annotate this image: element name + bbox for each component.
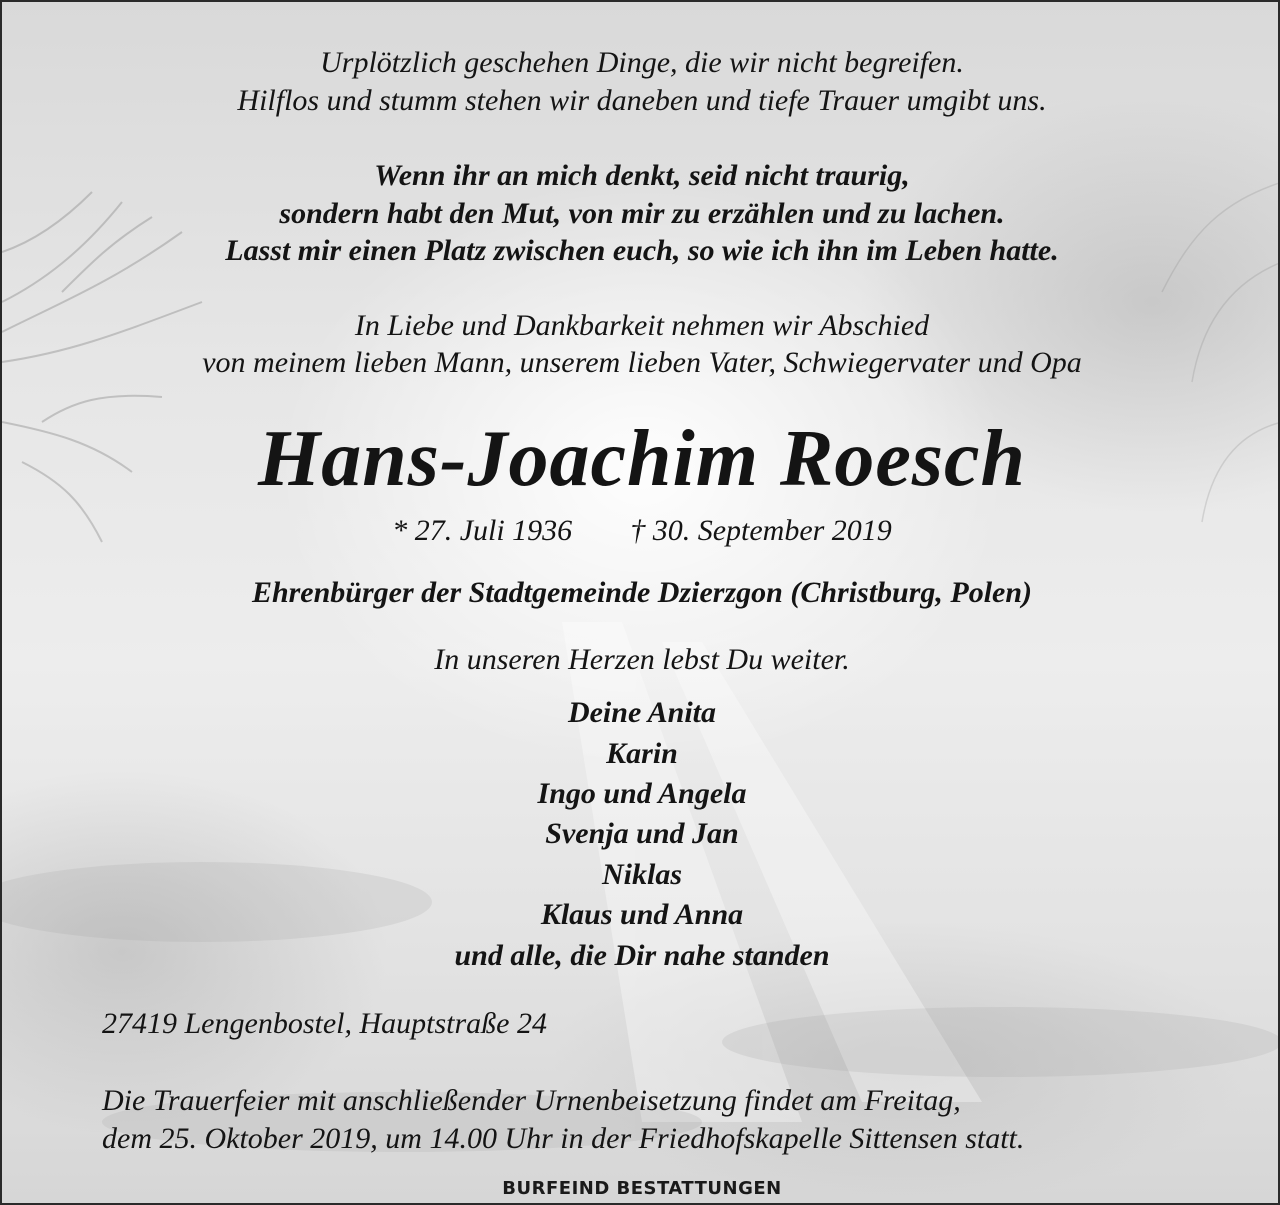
mourner-name: Svenja und Jan [545, 817, 739, 850]
family-address: 27419 Lengenbostel, Hauptstraße 24 [102, 1007, 547, 1040]
mourner-name: Niklas [601, 858, 682, 891]
life-dates [2, 514, 1280, 548]
closing-line: In unseren Herzen lebst Du weiter. [434, 643, 850, 676]
mourner-name: Deine Anita [567, 696, 717, 729]
death-date: † 30. September 2019 [630, 514, 892, 547]
funeral-home-logo: BURFEIND BESTATTUNGEN [502, 1178, 782, 1199]
deceased-name: Hans-Joachim Roesch [258, 415, 1026, 503]
birth-date: * 27. Juli 1936 [392, 514, 573, 547]
verse-line-1: Urplötzlich geschehen Dinge, die wir nicht begreifen. [320, 46, 964, 79]
mourner-name: Klaus und Anna [540, 898, 744, 931]
honorary-title: Ehrenbürger der Stadtgemeinde Dzierzgon (Christburg, Polen) [251, 576, 1033, 609]
mourner-name: Ingo und Angela [537, 777, 747, 810]
quote-line-3: Lasst mir einen Platz zwischen euch, so wie ich ihn im Leben hatte. [225, 234, 1059, 267]
ceremony-line-1: Die Trauerfeier mit anschließender Urnenbeisetzung findet am Freitag, [102, 1084, 961, 1117]
ceremony-line-2: dem 25. Oktober 2019, um 14.00 Uhr in der Friedhofskapelle Sittensen statt. [102, 1122, 1025, 1155]
mourner-name: und alle, die Dir nahe standen [454, 939, 830, 972]
quote-line-1: Wenn ihr an mich denkt, seid nicht traurig, [374, 159, 910, 192]
mourner-name: Karin [606, 737, 678, 770]
farewell-line-1: In Liebe und Dankbarkeit nehmen wir Abschied [354, 309, 930, 342]
verse-line-2: Hilflos und stumm stehen wir daneben und tiefe Trauer umgibt uns. [237, 84, 1047, 117]
quote-line-2: sondern habt den Mut, von mir zu erzählen und zu lachen. [279, 197, 1005, 230]
farewell-line-2: von meinem lieben Mann, unserem lieben Vater, Schwiegervater und Opa [202, 346, 1082, 379]
